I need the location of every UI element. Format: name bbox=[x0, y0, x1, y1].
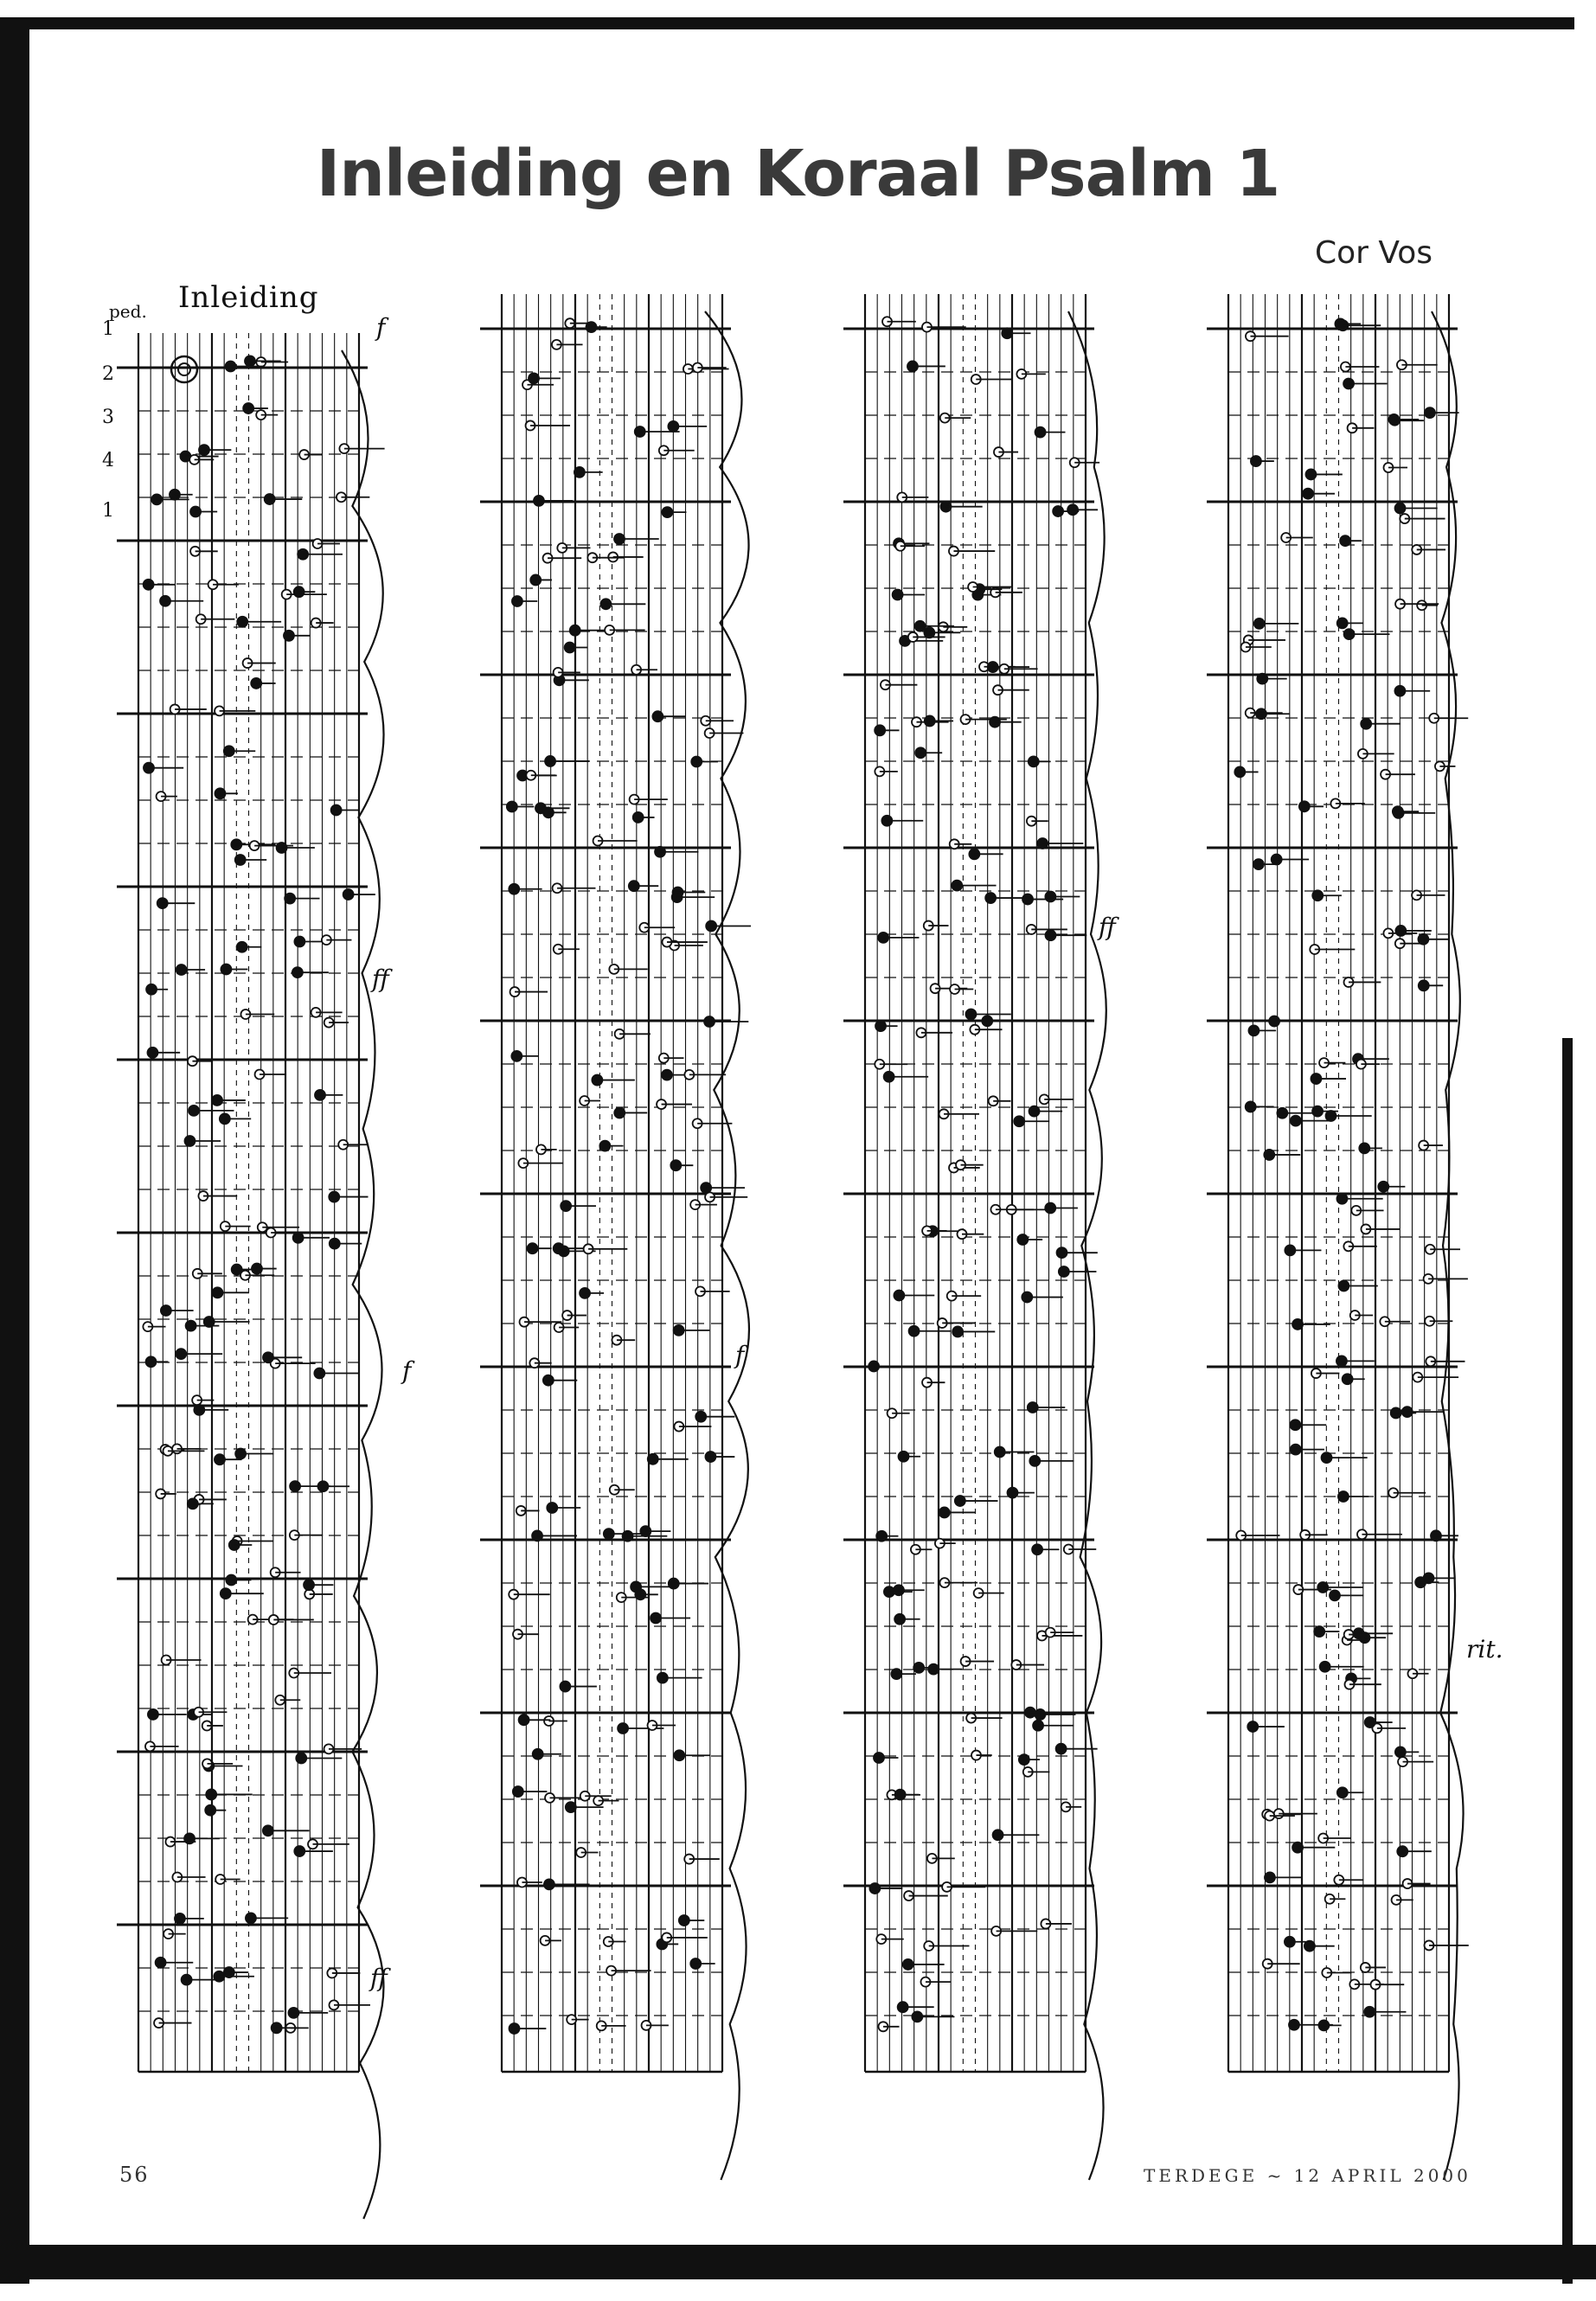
dynamic-mark: f bbox=[735, 1341, 745, 1369]
dynamics-curve bbox=[342, 350, 384, 2219]
row-label: 1 bbox=[102, 500, 114, 522]
dynamic-mark: ff bbox=[372, 965, 389, 993]
dynamic-mark: f bbox=[402, 1356, 412, 1385]
dynamic-mark: f bbox=[376, 313, 386, 342]
row-label: 2 bbox=[102, 363, 114, 385]
dynamics-curve bbox=[705, 311, 749, 2180]
row-label: 1 bbox=[102, 318, 114, 340]
tempo-mark: rit. bbox=[1466, 1635, 1503, 1663]
page-number: 56 bbox=[119, 2163, 150, 2187]
dynamic-mark: ff bbox=[1099, 913, 1116, 941]
row-label: 3 bbox=[102, 407, 114, 428]
composer-name: Cor Vos bbox=[1315, 235, 1433, 271]
dynamic-mark: ff bbox=[370, 1964, 388, 1992]
registration-mark-inner bbox=[178, 363, 190, 375]
row-label: 4 bbox=[102, 450, 114, 471]
page-title: Inleiding en Koraal Psalm 1 bbox=[316, 137, 1280, 211]
footer-publication: TERDEGE ~ 12 APRIL 2000 bbox=[1144, 2165, 1471, 2186]
pedal-label: ped. bbox=[109, 301, 147, 322]
dynamics-curve bbox=[1068, 311, 1106, 2180]
section-label: Inleiding bbox=[178, 280, 319, 315]
